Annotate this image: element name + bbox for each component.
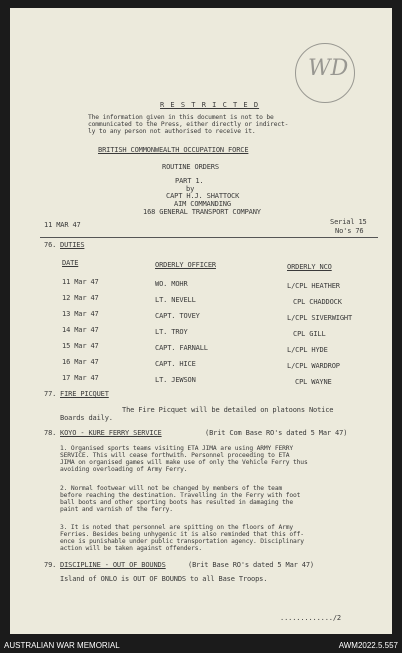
duty-nco: L/CPL WARDROP bbox=[287, 362, 340, 370]
duty-nco: L/CPL HYDE bbox=[287, 346, 328, 354]
duties-title: DUTIES bbox=[60, 241, 85, 249]
duty-date: 11 Mar 47 bbox=[62, 278, 99, 286]
ferry-service-reference: (Brit Com Base RO's dated 5 Mar 47) bbox=[205, 429, 348, 437]
officer-role: AIM COMMANDING bbox=[174, 200, 231, 208]
handwritten-initials: WD bbox=[308, 56, 349, 81]
archive-name: AUSTRALIAN WAR MEMORIAL bbox=[4, 641, 120, 650]
duties-header-nco: ORDERLY NCO bbox=[287, 263, 332, 271]
ferry-service-title: KOYO - KURE FERRY SERVICE bbox=[60, 429, 162, 437]
continuation-marker: ............./2 bbox=[280, 614, 341, 622]
fire-picquet-line-2: Boards daily. bbox=[60, 414, 113, 422]
ferry-para-2-line: ball boots and other sporting boots has resulted in damaging the bbox=[60, 499, 294, 506]
section-number-79: 79. bbox=[44, 561, 57, 569]
order-numbers: No's 76 bbox=[335, 227, 364, 235]
fire-picquet-title: FIRE PICQUET bbox=[60, 390, 109, 398]
duty-officer: LT. JEWSON bbox=[155, 376, 196, 384]
duty-date: 16 Mar 47 bbox=[62, 358, 99, 366]
duty-date: 14 Mar 47 bbox=[62, 326, 99, 334]
duty-officer: LT. NEVELL bbox=[155, 296, 196, 304]
duty-nco: CPL CHADDOCK bbox=[293, 298, 342, 306]
duty-nco: L/CPL HEATHER bbox=[287, 282, 340, 290]
ferry-para-1-line: 1. Organised sports teams visiting ETA JIMA are using ARMY FERRY bbox=[60, 445, 294, 452]
section-number-78: 78. bbox=[44, 429, 57, 437]
discipline-reference: (Brit Base RO's dated 5 Mar 47) bbox=[188, 561, 314, 569]
serial-number: Serial 15 bbox=[330, 218, 367, 226]
ferry-para-2-line: before reaching the destination. Travelling in the Ferry with foot bbox=[60, 492, 301, 499]
order-date: 11 MAR 47 bbox=[44, 221, 81, 229]
section-number-76: 76. bbox=[44, 241, 57, 249]
officer-name: CAPT H.J. SHATTOCK bbox=[166, 192, 240, 200]
discipline-title: DISCIPLINE - OUT OF BOUNDS bbox=[60, 561, 166, 569]
header-divider bbox=[40, 237, 378, 238]
ferry-para-2-line: 2. Normal footwear will not be changed by members of the team bbox=[60, 485, 283, 492]
duties-header-officer: ORDERLY OFFICER bbox=[155, 261, 216, 269]
restricted-heading: R E S T R I C T E D bbox=[160, 101, 260, 109]
duty-officer: CAPT. FARNALL bbox=[155, 344, 208, 352]
document-page bbox=[10, 8, 392, 634]
duty-date: 13 Mar 47 bbox=[62, 310, 99, 318]
ferry-para-1-line: avoiding overloading of Army Ferry. bbox=[60, 466, 188, 473]
duty-officer: LT. TROY bbox=[155, 328, 188, 336]
ferry-para-3-line: Ferries. Besides being unhygenic it is also reminded that this off- bbox=[60, 531, 304, 538]
ferry-para-2-line: paint and varnish of the ferry. bbox=[60, 506, 173, 513]
section-number-77: 77. bbox=[44, 390, 57, 398]
part-label: PART 1. bbox=[175, 177, 204, 185]
ferry-para-3-line: 3. It is noted that personnel are spitting on the floors of Army bbox=[60, 524, 294, 531]
duty-officer: WO. MOHR bbox=[155, 280, 188, 288]
fire-picquet-line-1: The Fire Picquet will be detailed on platoons Notice bbox=[122, 406, 334, 414]
force-heading: BRITISH COMMONWEALTH OCCUPATION FORCE bbox=[98, 146, 249, 154]
ferry-para-3-line: action will be taken against offenders. bbox=[60, 545, 203, 552]
archive-footer bbox=[0, 638, 402, 653]
notice-line-2: communicated to the Press, either directly or indirect- bbox=[88, 121, 289, 128]
ferry-para-1-line: JIMA on organised games will make use of only the Vehicle Ferry thus bbox=[60, 459, 308, 466]
duty-nco: CPL WAYNE bbox=[295, 378, 332, 386]
by-label: by bbox=[186, 185, 195, 193]
duty-nco: CPL GILL bbox=[293, 330, 326, 338]
ferry-para-1-line: SERVICE. This will cease forthwith. Personnel proceeding to ETA bbox=[60, 452, 290, 459]
duty-date: 17 Mar 47 bbox=[62, 374, 99, 382]
duty-officer: CAPT. TOVEY bbox=[155, 312, 200, 320]
discipline-line: Island of ONLO is OUT OF BOUNDS to all Base Troops. bbox=[60, 575, 268, 583]
duty-date: 12 Mar 47 bbox=[62, 294, 99, 302]
archive-reference: AWM2022.5.557 bbox=[338, 641, 398, 650]
duty-date: 15 Mar 47 bbox=[62, 342, 99, 350]
notice-line-1: The information given in this document is not to be bbox=[88, 114, 274, 121]
unit-name: 168 GENERAL TRANSPORT COMPANY bbox=[143, 208, 261, 216]
duty-nco: L/CPL SIVERWIGHT bbox=[287, 314, 353, 322]
notice-line-3: ly to any person not authorised to receive it. bbox=[88, 128, 256, 135]
duties-header-date: DATE bbox=[62, 259, 79, 267]
duty-officer: CAPT. HICE bbox=[155, 360, 196, 368]
ferry-para-3-line: ence is punishable under public transportation agency. Disciplinary bbox=[60, 538, 304, 545]
document-title: ROUTINE ORDERS bbox=[162, 163, 219, 171]
